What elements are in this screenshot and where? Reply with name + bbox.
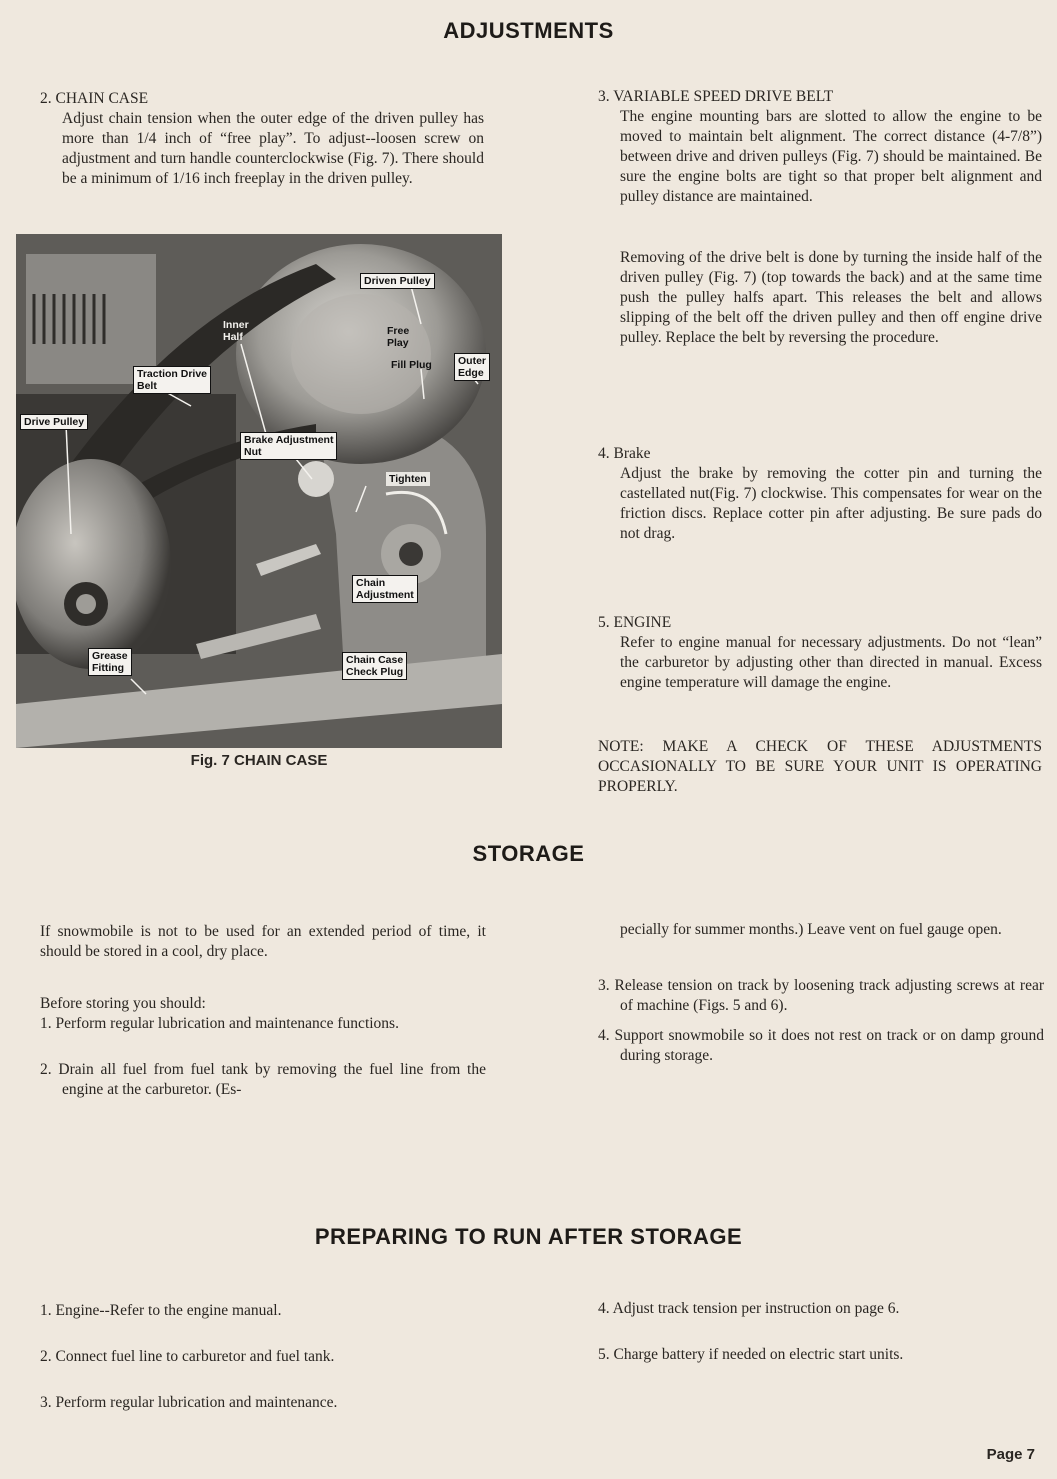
preparing-item-4: 4. Adjust track tension per instruction on page 6. xyxy=(598,1300,900,1317)
storage-heading: STORAGE xyxy=(472,841,585,866)
chain-case-body: Adjust chain tension when the outer edge of the driven pulley has more than 1/4 inch of “free play”. To adjust--loosen screw on adjustment and turn handle counterclockwise (Fig. 7). There should be a minimum of 1/16 inch freeplay in the driven pulley. xyxy=(62,110,484,187)
storage-right-column xyxy=(598,920,1044,1066)
preparing-left-column xyxy=(40,1301,486,1413)
preparing-item-3: 3. Perform regular lubrication and maintenance. xyxy=(40,1394,338,1411)
label-outer-edge: Outer Edge xyxy=(454,353,490,381)
note-text: NOTE: MAKE A CHECK OF THESE ADJUSTMENTS OCCASIONALLY TO BE SURE YOUR UNIT IS OPERATING PROPERLY. xyxy=(598,738,1042,795)
page-number: Page 7 xyxy=(986,1446,1035,1463)
label-tighten: Tighten xyxy=(386,472,430,486)
label-fill-plug: Fill Plug xyxy=(391,359,432,371)
label-traction-drive-belt: Traction Drive Belt xyxy=(133,366,211,394)
storage-intro: If snowmobile is not to be used for an extended period of time, it should be stored in a cool, dry place. xyxy=(40,923,486,960)
chain-case-photo xyxy=(16,234,502,748)
label-chain-case-check-plug: Chain Case Check Plug xyxy=(342,652,407,680)
adjustments-heading: ADJUSTMENTS xyxy=(443,18,614,43)
label-brake-adjustment-nut: Brake Adjustment Nut xyxy=(240,432,337,460)
engine-body: Refer to engine manual for necessary adjustments. Do not “lean” the carburetor by adjusting other than directed in manual. Excess engine temperature will damage the engine. xyxy=(620,634,1042,691)
variable-speed-body-2: Removing of the drive belt is done by turning the inside half of the driven pulley (Fig. 7) (top towards the back) and at the same time push the pulley halfs apart. This releases the belt and allows slipping of the belt off the driven pulley and then off engine drive pulley. Replace the belt by reversing the procedure. xyxy=(620,249,1042,346)
storage-item-1: 1. Perform regular lubrication and maintenance functions. xyxy=(40,1015,399,1032)
label-drive-pulley: Drive Pulley xyxy=(20,414,88,430)
variable-speed-body-1: The engine mounting bars are slotted to allow the engine to be moved to maintain belt alignment. The correct distance (4-7/8”) between drive and driven pulleys (Fig. 7) should be maintained. Be sure the engine bolts are tight so that proper belt alignment and pulley distance are maintained. xyxy=(620,108,1042,205)
storage-left-column xyxy=(40,922,486,1100)
storage-item-4: 4. Support snowmobile so it does not rest on track or on damp ground during storage. xyxy=(598,1027,1044,1064)
preparing-item-2: 2. Connect fuel line to carburetor and fuel tank. xyxy=(40,1348,335,1365)
preparing-right-column xyxy=(598,1299,1044,1365)
brake-body: Adjust the brake by removing the cotter pin and turning the castellated nut(Fig. 7) clockwise. This compensates for wear on the friction discs. Replace cotter pin after adjusting. Be sure pads do not drag. xyxy=(620,465,1042,542)
brake-section xyxy=(598,444,1042,544)
label-driven-pulley: Driven Pulley xyxy=(360,273,435,289)
storage-item-3: 3. Release tension on track by loosening track adjusting screws at rear of machine (Figs. 5 and 6). xyxy=(598,977,1044,1014)
preparing-item-5: 5. Charge battery if needed on electric start units. xyxy=(598,1346,904,1363)
adjustments-note xyxy=(598,737,1042,797)
preparing-item-1: 1. Engine--Refer to the engine manual. xyxy=(40,1302,282,1319)
brake-title: 4. Brake xyxy=(598,445,651,462)
preparing-heading: PREPARING TO RUN AFTER STORAGE xyxy=(314,1224,743,1249)
label-free-play: Free Play xyxy=(387,325,410,349)
engine-title: 5. ENGINE xyxy=(598,614,672,631)
engine-section xyxy=(598,613,1042,693)
storage-item-2-cont: pecially for summer months.) Leave vent on fuel gauge open. xyxy=(620,921,1002,938)
label-inner-half: Inner Half xyxy=(223,319,249,343)
storage-item-2: 2. Drain all fuel from fuel tank by removing the fuel line from the engine at the carburetor. (Es- xyxy=(40,1061,486,1098)
variable-speed-title: 3. VARIABLE SPEED DRIVE BELT xyxy=(598,88,834,105)
chain-case-section xyxy=(40,89,484,189)
label-chain-adjustment: Chain Adjustment xyxy=(352,575,418,603)
variable-speed-removal xyxy=(620,248,1042,348)
variable-speed-section xyxy=(598,87,1042,207)
storage-before: Before storing you should: xyxy=(40,995,206,1012)
label-grease-fitting: Grease Fitting xyxy=(88,648,132,676)
chain-case-title: 2. CHAIN CASE xyxy=(40,90,149,107)
figure-caption: Fig. 7 CHAIN CASE xyxy=(190,752,328,769)
